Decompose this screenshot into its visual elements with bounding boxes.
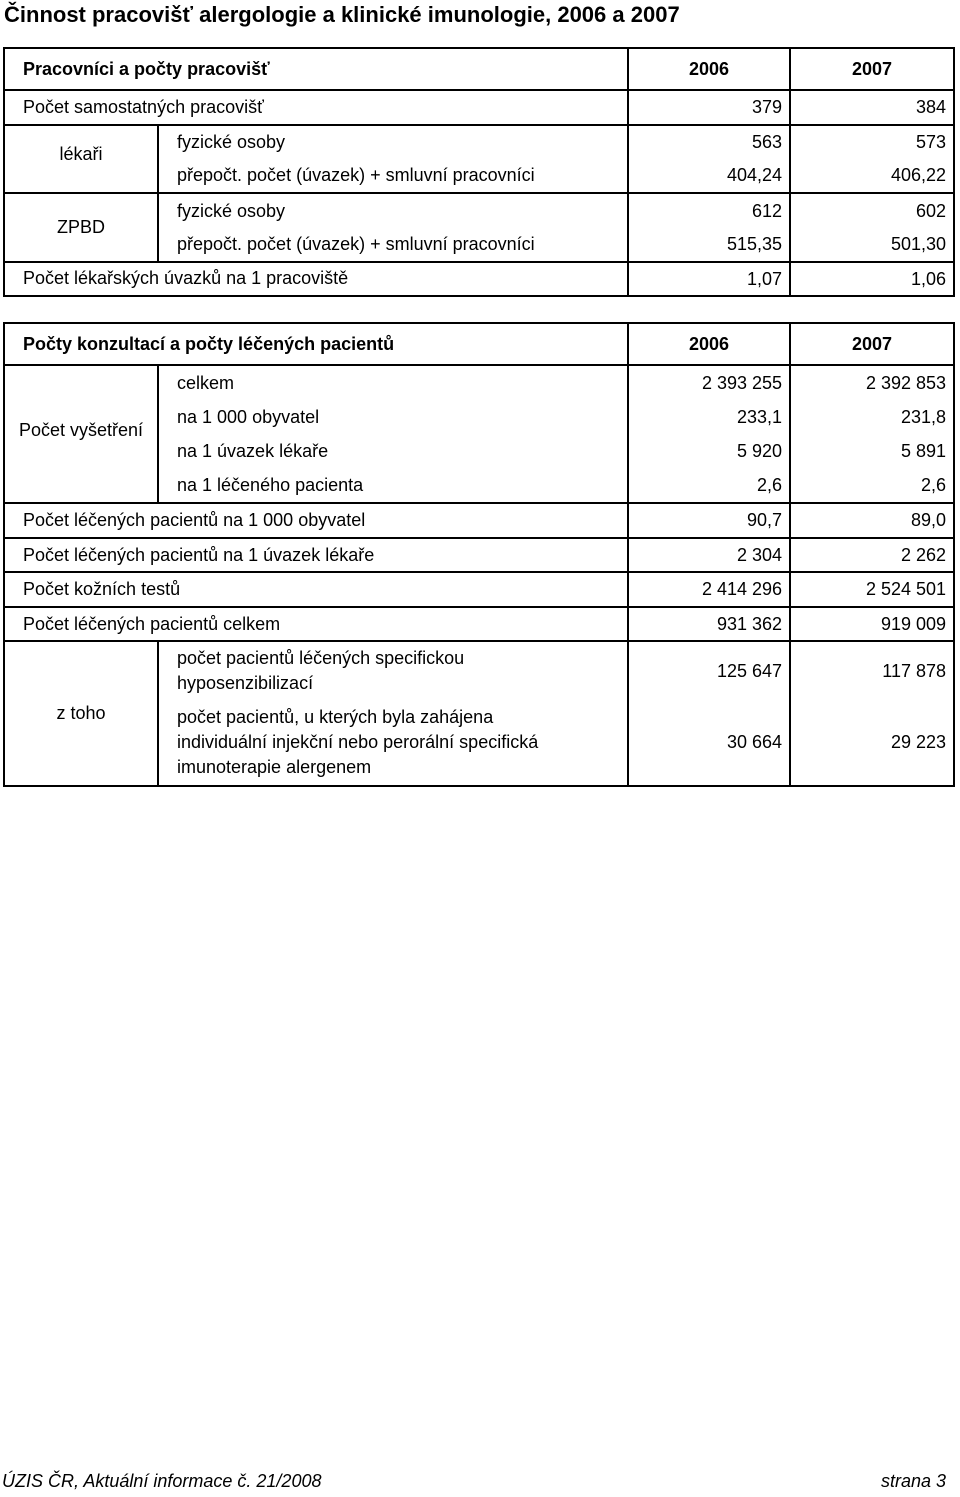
value-2006: 125 647: [628, 641, 790, 700]
value-2006: 515,35: [628, 228, 790, 262]
value-2006: 931 362: [628, 607, 790, 641]
table-row: [4, 607, 954, 641]
value-2007: 2 392 853: [790, 365, 954, 400]
table-header-row: [4, 323, 954, 365]
staff-table: [3, 47, 955, 297]
value-2006: 2 393 255: [628, 365, 790, 400]
table-row: [4, 641, 954, 700]
row-label: fyzické osoby: [158, 193, 628, 228]
table-row: [4, 572, 954, 607]
table-row: [4, 538, 954, 572]
row-label: na 1 úvazek lékaře: [158, 434, 628, 469]
row-label: Počet léčených pacientů celkem: [4, 607, 628, 641]
table-row: [4, 503, 954, 538]
page-title: Činnost pracovišť alergologie a klinické imunologie, 2006 a 2007: [4, 2, 680, 27]
row-label: počet pacientů léčených specifickou hyposenzibilizací: [158, 641, 628, 700]
value-2007: 1,06: [790, 262, 954, 296]
group-label: ZPBD: [4, 193, 158, 262]
value-2006: 30 664: [628, 700, 790, 786]
value-2006: 2 304: [628, 538, 790, 572]
year-2007-header: 2007: [790, 323, 954, 365]
value-2007: 89,0: [790, 503, 954, 538]
group-label: lékaři: [4, 125, 158, 193]
value-2006: 2,6: [628, 469, 790, 503]
row-label: Počet samostatných pracovišť: [4, 90, 628, 125]
value-2006: 404,24: [628, 159, 790, 193]
year-2007-header: 2007: [790, 48, 954, 90]
value-2007: 384: [790, 90, 954, 125]
value-2006: 563: [628, 125, 790, 159]
row-label: počet pacientů, u kterých byla zahájena individuální injekční nebo perorální specifická imunoterapie alergenem: [158, 700, 628, 786]
value-2006: 1,07: [628, 262, 790, 296]
year-2006-header: 2006: [628, 48, 790, 90]
table-header-label: Počty konzultací a počty léčených pacientů: [4, 323, 628, 365]
consultations-table: [3, 322, 955, 787]
value-2007: 406,22: [790, 159, 954, 193]
table-row: [4, 262, 954, 296]
row-label: přepočt. počet (úvazek) + smluvní pracovníci: [158, 228, 628, 262]
value-2007: 573: [790, 125, 954, 159]
value-2007: 2,6: [790, 469, 954, 503]
row-label: na 1 léčeného pacienta: [158, 469, 628, 503]
table-row: [4, 365, 954, 400]
page-number: strana 3: [880, 1471, 946, 1491]
table-row: [4, 90, 954, 125]
table-header-label: Pracovníci a počty pracovišť: [4, 48, 628, 90]
value-2006: 2 414 296: [628, 572, 790, 607]
value-2007: 117 878: [790, 641, 954, 700]
year-2006-header: 2006: [628, 323, 790, 365]
row-label: na 1 000 obyvatel: [158, 400, 628, 434]
value-2007: 2 524 501: [790, 572, 954, 607]
group-label: z toho: [4, 641, 158, 786]
value-2007: 29 223: [790, 700, 954, 786]
table-row: [4, 193, 954, 228]
table-row: [4, 125, 954, 159]
value-2007: 5 891: [790, 434, 954, 469]
value-2006: 90,7: [628, 503, 790, 538]
row-label: Počet léčených pacientů na 1 000 obyvatel: [4, 503, 628, 538]
value-2006: 5 920: [628, 434, 790, 469]
table-header-row: [4, 48, 954, 90]
value-2007: 919 009: [790, 607, 954, 641]
footer-source: ÚZIS ČR, Aktuální informace č. 21/2008: [2, 1471, 322, 1491]
row-label: fyzické osoby: [158, 125, 628, 159]
value-2006: 612: [628, 193, 790, 228]
row-label: celkem: [158, 365, 628, 400]
group-label: Počet vyšetření: [4, 365, 158, 503]
value-2007: 231,8: [790, 400, 954, 434]
value-2006: 233,1: [628, 400, 790, 434]
value-2007: 2 262: [790, 538, 954, 572]
row-label: Počet lékařských úvazků na 1 pracoviště: [4, 262, 628, 296]
row-label: přepočt. počet (úvazek) + smluvní pracovníci: [158, 159, 628, 193]
row-label: Počet léčených pacientů na 1 úvazek lékaře: [4, 538, 628, 572]
value-2006: 379: [628, 90, 790, 125]
row-label: Počet kožních testů: [4, 572, 628, 607]
value-2007: 602: [790, 193, 954, 228]
value-2007: 501,30: [790, 228, 954, 262]
